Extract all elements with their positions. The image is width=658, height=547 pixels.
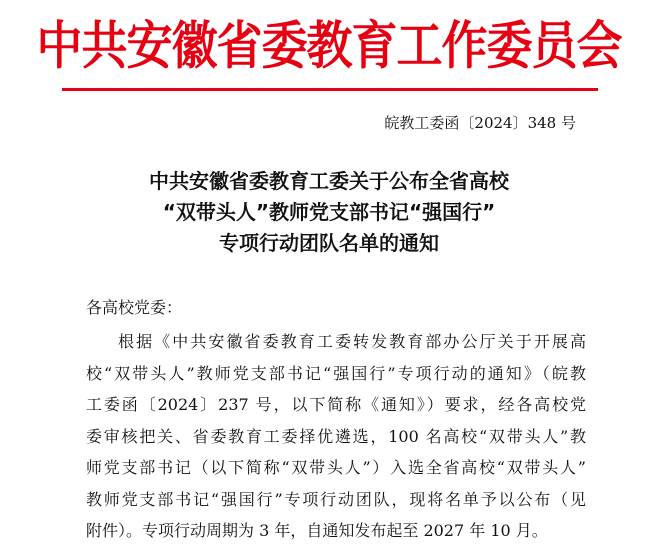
title-line-2: “双带头人”教师党支部书记“强国行” bbox=[162, 200, 496, 224]
body-line-2: 校“双带头人”教师党支部书记“强国行”专项行动的通知》（皖教 bbox=[86, 363, 586, 383]
body-line-4: 委审核把关、省委教育工委择优遴选，100 名高校“双带头人”教 bbox=[86, 426, 586, 446]
body-line-3: 工委函〔2024〕237 号，以下简称《通知》）要求，经各高校党 bbox=[86, 395, 586, 414]
document-title bbox=[0, 166, 658, 259]
body-line-5: 师党支部书记（以下简称“双带头人”）入选全省高校“双带头人” bbox=[86, 458, 586, 477]
issuer-masthead: 中共安徽省委教育工作委员会 bbox=[36, 15, 622, 76]
red-divider-line bbox=[62, 88, 598, 91]
document-number: 皖教工委函〔2024〕348 号 bbox=[384, 114, 576, 132]
title-line-3: 专项行动团队名单的通知 bbox=[219, 231, 439, 255]
title-line-1: 中共安徽省委教育工委关于公布全省高校 bbox=[149, 169, 509, 193]
body-paragraph bbox=[86, 326, 586, 547]
body-line-6: 教师党支部书记“强国行”专项行动团队，现将名单予以公布（见 bbox=[86, 489, 586, 509]
body-line-7: 附件）。专项行动周期为 3 年，自通知发布起至 2027 年 10 月。 bbox=[86, 521, 548, 540]
salutation: 各高校党委： bbox=[86, 298, 183, 317]
body-line-1: 根据《中共安徽省委教育工委转发教育部办公厅关于开展高 bbox=[118, 332, 586, 351]
